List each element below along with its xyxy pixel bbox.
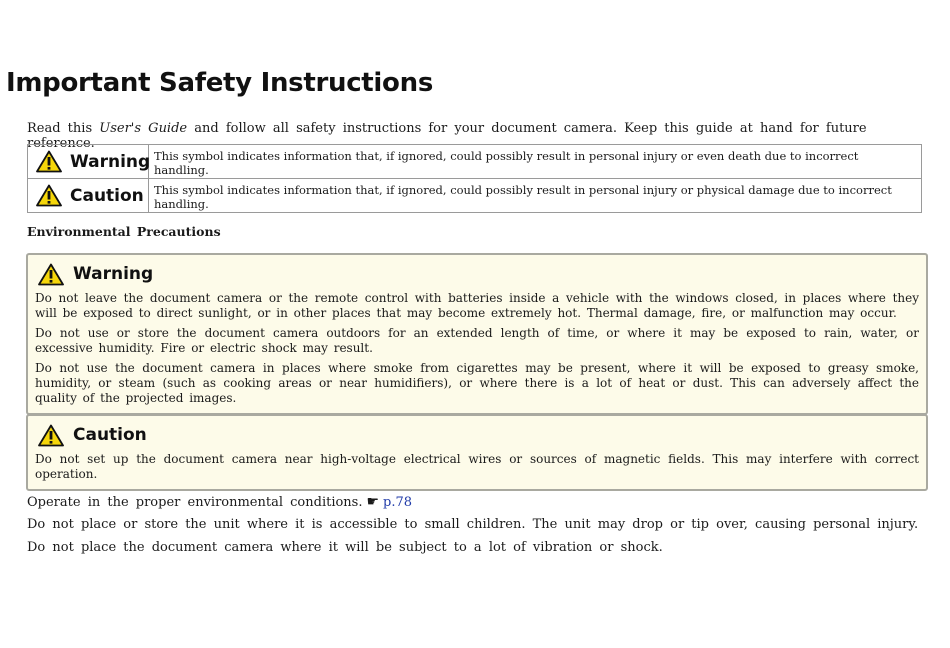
caution-box (26, 414, 928, 491)
legend-description-warning: This symbol indicates information that, if ignored, could possibly result in personal injury or even death due to incorrect handling. (149, 145, 922, 179)
legend-label-caution: Caution (70, 185, 144, 206)
legend-row-caution (28, 179, 922, 213)
intro-text-after: and follow all safety instructions for your document camera. Keep this guide at hand for future reference. (27, 121, 867, 151)
page-reference-link[interactable]: p.78 (383, 495, 413, 510)
environment-conditions-line (27, 494, 412, 510)
warning-paragraph: Do not use the document camera in places where smoke from cigarettes may be present, where it will be exposed to greasy smoke, humidity, or steam (such as cooking areas or near humidifiers), or where there is a lot of heat or dust. This can adversely affect the quality of the projected images. (35, 361, 919, 405)
section-heading: Environmental Precautions (27, 224, 221, 239)
environment-conditions-text: Operate in the proper environmental conditions. (27, 495, 363, 510)
warning-triangle-icon (38, 424, 64, 447)
intro-text-before: Read this (27, 121, 93, 136)
legend-symbol-cell (28, 179, 149, 213)
children-warning-line: Do not place or store the unit where it is accessible to small children. The unit may drop or tip over, causing personal injury. (27, 517, 919, 532)
warning-triangle-icon (38, 263, 64, 286)
caution-box-title: Caution (73, 425, 147, 445)
legend-symbol-cell (28, 145, 149, 179)
legend-description-caution: This symbol indicates information that, if ignored, could possibly result in personal injury or physical damage due to incorrect handling. (149, 179, 922, 213)
symbol-legend-table (27, 144, 922, 213)
legend-row-warning (28, 145, 922, 179)
page-title: Important Safety Instructions (6, 68, 433, 98)
warning-box-title: Warning (73, 264, 154, 284)
warning-box (26, 253, 928, 415)
warning-paragraph: Do not leave the document camera or the remote control with batteries inside a vehicle with the windows closed, in places where they will be exposed to direct sunlight, or in other places that may become extremely hot. Thermal damage, fire, or malfunction may occur. (35, 291, 919, 320)
warning-triangle-icon (36, 184, 62, 207)
legend-label-warning: Warning (70, 151, 151, 172)
warning-triangle-icon (36, 150, 62, 173)
caution-paragraph: Do not set up the document camera near high-voltage electrical wires or sources of magnetic fields. This may interfere with correct operation. (35, 452, 919, 481)
vibration-warning-line: Do not place the document camera where it will be subject to a lot of vibration or shock. (27, 540, 663, 555)
warning-paragraph: Do not use or store the document camera outdoors for an extended length of time, or where it may be exposed to rain, water, or excessive humidity. Fire or electric shock may result. (35, 326, 919, 355)
warning-box-header (35, 261, 919, 287)
pointing-hand-icon: ☛ (366, 494, 380, 510)
caution-box-header (35, 422, 919, 448)
intro-guide-name: User's Guide (99, 121, 188, 136)
